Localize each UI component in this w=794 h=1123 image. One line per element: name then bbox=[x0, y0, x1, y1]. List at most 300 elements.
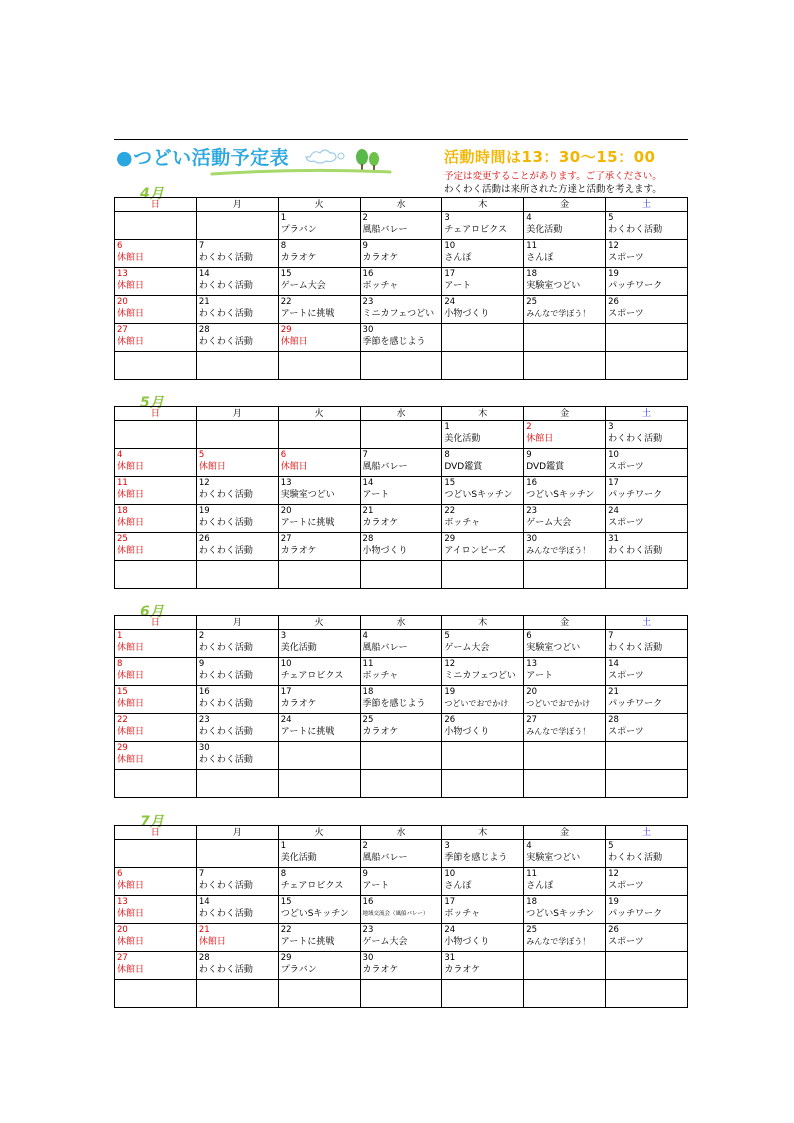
activity-label: パッチワーク bbox=[608, 909, 663, 919]
activity-label: わくわく活動 bbox=[198, 253, 253, 263]
activity-label: カラオケ bbox=[362, 965, 399, 975]
day-number: 25 bbox=[117, 534, 128, 544]
day-cell bbox=[115, 630, 197, 658]
day-cell bbox=[442, 268, 524, 296]
activity-label: カラオケ bbox=[280, 253, 317, 263]
day-cell bbox=[360, 533, 442, 561]
activity-label: パッチワーク bbox=[608, 281, 663, 291]
day-cell bbox=[360, 505, 442, 533]
day-number: 9 bbox=[362, 869, 368, 879]
activity-label: みんなで学ぼう！ bbox=[526, 727, 591, 736]
week-row bbox=[115, 561, 688, 589]
day-cell bbox=[606, 352, 688, 380]
day-cell bbox=[606, 896, 688, 924]
day-number: 3 bbox=[608, 422, 614, 432]
weekday-header: 水 bbox=[360, 826, 442, 840]
day-cell bbox=[278, 561, 360, 589]
day-cell bbox=[196, 742, 278, 770]
day-cell bbox=[360, 980, 442, 1008]
day-number: 13 bbox=[526, 659, 538, 669]
weekday-header: 月 bbox=[196, 826, 278, 840]
day-number: 11 bbox=[526, 869, 538, 879]
day-number: 30 bbox=[362, 325, 374, 335]
day-number: 5 bbox=[608, 841, 614, 851]
weekday-header: 月 bbox=[196, 198, 278, 212]
activity-label: 小物づくり bbox=[444, 937, 490, 947]
day-cell bbox=[278, 742, 360, 770]
day-cell bbox=[524, 533, 606, 561]
day-number: 6 bbox=[280, 450, 287, 460]
weekday-header: 土 bbox=[606, 198, 688, 212]
activity-label: スポーツ bbox=[608, 937, 644, 947]
activity-label: 休館日 bbox=[117, 699, 145, 709]
day-cell bbox=[360, 658, 442, 686]
activity-label: 美化活動 bbox=[280, 853, 317, 863]
day-cell bbox=[196, 630, 278, 658]
day-cell bbox=[115, 896, 197, 924]
day-cell bbox=[606, 742, 688, 770]
activity-label: 休館日 bbox=[526, 434, 554, 444]
day-cell bbox=[442, 924, 524, 952]
day-cell bbox=[196, 240, 278, 268]
day-cell bbox=[278, 658, 360, 686]
day-cell bbox=[524, 714, 606, 742]
day-cell bbox=[196, 952, 278, 980]
week-row bbox=[115, 924, 688, 952]
day-number: 5 bbox=[198, 450, 205, 460]
day-cell bbox=[606, 980, 688, 1008]
day-number: 20 bbox=[526, 687, 538, 697]
week-row bbox=[115, 505, 688, 533]
day-cell bbox=[278, 296, 360, 324]
activity-label: アイロンビーズ bbox=[444, 546, 506, 556]
day-number: 23 bbox=[198, 715, 210, 725]
day-cell bbox=[115, 449, 197, 477]
activity-label: わくわく活動 bbox=[198, 281, 253, 291]
day-cell bbox=[442, 505, 524, 533]
activity-label: プラバン bbox=[280, 965, 317, 975]
activity-label: DVD鑑賞 bbox=[444, 462, 483, 472]
day-number: 1 bbox=[280, 213, 287, 223]
day-number: 16 bbox=[362, 897, 374, 907]
day-cell bbox=[196, 924, 278, 952]
activity-label: スポーツ bbox=[608, 518, 644, 528]
day-number: 30 bbox=[362, 953, 374, 963]
day-number: 18 bbox=[117, 506, 128, 516]
weekday-header: 土 bbox=[606, 407, 688, 421]
day-cell bbox=[360, 924, 442, 952]
day-number: 14 bbox=[198, 269, 210, 279]
weekday-header: 木 bbox=[442, 198, 524, 212]
activity-label: 休館日 bbox=[117, 309, 145, 319]
week-row bbox=[115, 240, 688, 268]
weekday-header: 土 bbox=[606, 826, 688, 840]
activity-label: DVD鑑賞 bbox=[526, 462, 565, 472]
day-cell bbox=[442, 212, 524, 240]
day-cell bbox=[442, 630, 524, 658]
day-cell bbox=[196, 561, 278, 589]
day-cell bbox=[115, 770, 197, 798]
activity-label: 地域交流会（風船バレー） bbox=[362, 911, 429, 917]
day-number: 21 bbox=[198, 297, 210, 307]
month-label: 6月 bbox=[140, 604, 164, 620]
day-cell bbox=[360, 840, 442, 868]
day-number: 24 bbox=[444, 297, 456, 307]
day-cell bbox=[196, 770, 278, 798]
day-number: 20 bbox=[280, 506, 292, 516]
day-cell bbox=[278, 840, 360, 868]
day-cell bbox=[524, 561, 606, 589]
day-number: 24 bbox=[444, 925, 456, 935]
day-number: 8 bbox=[444, 450, 450, 460]
weekday-header: 日 bbox=[115, 826, 197, 840]
day-cell bbox=[360, 868, 442, 896]
weekday-header: 水 bbox=[360, 407, 442, 421]
day-cell bbox=[115, 952, 197, 980]
day-number: 28 bbox=[198, 953, 210, 963]
activity-label: 休館日 bbox=[117, 281, 145, 291]
day-cell bbox=[442, 686, 524, 714]
day-number: 12 bbox=[198, 478, 210, 488]
day-cell bbox=[196, 421, 278, 449]
activity-label: わくわく活動 bbox=[608, 434, 663, 444]
activity-label: 休館日 bbox=[117, 671, 145, 681]
week-row bbox=[115, 630, 688, 658]
activity-label: 小物づくり bbox=[362, 546, 408, 556]
activity-label: 休館日 bbox=[117, 518, 145, 528]
week-row bbox=[115, 686, 688, 714]
day-cell bbox=[524, 352, 606, 380]
day-cell bbox=[442, 449, 524, 477]
day-number: 4 bbox=[117, 450, 123, 460]
day-cell bbox=[606, 630, 688, 658]
day-cell bbox=[115, 980, 197, 1008]
day-cell bbox=[442, 324, 524, 352]
day-cell bbox=[606, 952, 688, 980]
day-cell bbox=[524, 868, 606, 896]
day-number: 9 bbox=[198, 659, 205, 669]
day-cell bbox=[442, 240, 524, 268]
day-number: 4 bbox=[362, 631, 368, 641]
day-cell bbox=[606, 212, 688, 240]
day-cell bbox=[196, 449, 278, 477]
activity-label: 小物づくり bbox=[444, 309, 490, 319]
day-number: 26 bbox=[608, 925, 619, 935]
activity-label: みんなで学ぼう！ bbox=[526, 546, 591, 555]
weekday-header: 金 bbox=[524, 407, 606, 421]
day-number: 17 bbox=[444, 269, 456, 279]
activity-label: アート bbox=[444, 281, 472, 291]
day-number: 3 bbox=[444, 841, 450, 851]
day-number: 26 bbox=[608, 297, 619, 307]
page-title: ●つどい活動予定表 bbox=[116, 147, 290, 169]
activity-label: わくわく活動 bbox=[198, 699, 253, 709]
day-number: 29 bbox=[280, 953, 292, 963]
activity-label: 休館日 bbox=[198, 937, 226, 947]
week-row bbox=[115, 212, 688, 240]
week-row bbox=[115, 658, 688, 686]
activity-label: 風船バレー bbox=[362, 225, 408, 235]
day-cell bbox=[606, 324, 688, 352]
day-cell bbox=[196, 896, 278, 924]
day-cell bbox=[442, 561, 524, 589]
week-row bbox=[115, 477, 688, 505]
activity-label: 実験室つどい bbox=[526, 853, 581, 863]
day-cell bbox=[606, 924, 688, 952]
activity-label: 休館日 bbox=[117, 937, 145, 947]
day-cell bbox=[278, 268, 360, 296]
day-number: 14 bbox=[608, 659, 619, 669]
activity-label: つどいSキッチン bbox=[280, 909, 349, 919]
day-cell bbox=[196, 533, 278, 561]
activity-label: 実験室つどい bbox=[526, 281, 581, 291]
day-number: 6 bbox=[117, 869, 123, 879]
activity-label: ゲーム大会 bbox=[526, 518, 572, 528]
day-cell bbox=[360, 421, 442, 449]
day-cell bbox=[278, 924, 360, 952]
activity-label: スポーツ bbox=[608, 309, 644, 319]
day-cell bbox=[606, 561, 688, 589]
day-cell bbox=[442, 714, 524, 742]
day-number: 29 bbox=[117, 743, 128, 753]
day-number: 24 bbox=[280, 715, 292, 725]
activity-label: ゲーム大会 bbox=[280, 281, 326, 291]
day-cell bbox=[442, 980, 524, 1008]
activity-label: わくわく活動 bbox=[198, 727, 253, 737]
day-number: 18 bbox=[362, 687, 374, 697]
activity-label: アートに挑戦 bbox=[280, 727, 335, 737]
activity-label: 季節を感じよう bbox=[362, 337, 426, 347]
day-number: 20 bbox=[117, 925, 128, 935]
activity-label: カラオケ bbox=[362, 727, 399, 737]
day-cell bbox=[278, 686, 360, 714]
day-cell bbox=[442, 352, 524, 380]
day-number: 29 bbox=[444, 534, 456, 544]
week-row bbox=[115, 770, 688, 798]
day-number: 26 bbox=[198, 534, 210, 544]
day-number: 4 bbox=[526, 841, 532, 851]
day-number: 7 bbox=[608, 631, 614, 641]
day-number: 21 bbox=[608, 687, 619, 697]
day-number: 14 bbox=[362, 478, 374, 488]
activity-label: アートに挑戦 bbox=[280, 309, 335, 319]
day-cell bbox=[606, 477, 688, 505]
day-cell bbox=[196, 658, 278, 686]
day-cell bbox=[115, 533, 197, 561]
activity-label: つどいでおでかけ bbox=[444, 699, 509, 708]
activity-label: カラオケ bbox=[444, 965, 481, 975]
day-cell bbox=[524, 742, 606, 770]
activity-label: カラオケ bbox=[280, 546, 317, 556]
day-cell bbox=[115, 868, 197, 896]
day-cell bbox=[115, 296, 197, 324]
activity-label: 休館日 bbox=[117, 965, 145, 975]
week-row bbox=[115, 324, 688, 352]
activity-label: スポーツ bbox=[608, 462, 644, 472]
day-cell bbox=[606, 868, 688, 896]
day-cell bbox=[524, 296, 606, 324]
day-number: 6 bbox=[117, 241, 123, 251]
weekday-header: 日 bbox=[115, 407, 197, 421]
activity-label: わくわく活動 bbox=[608, 853, 663, 863]
activity-hours: 活動時間は13：30～15：00 bbox=[444, 148, 656, 166]
day-number: 13 bbox=[280, 478, 292, 488]
activity-label: ゲーム大会 bbox=[444, 643, 490, 653]
day-cell bbox=[278, 240, 360, 268]
activity-label: 休館日 bbox=[117, 727, 145, 737]
month-label: 5月 bbox=[140, 395, 164, 411]
day-number: 22 bbox=[280, 297, 292, 307]
day-cell bbox=[278, 770, 360, 798]
day-cell bbox=[606, 714, 688, 742]
month-calendar-table bbox=[114, 197, 688, 380]
day-number: 3 bbox=[444, 213, 450, 223]
day-number: 3 bbox=[280, 631, 287, 641]
day-cell bbox=[360, 212, 442, 240]
day-cell bbox=[196, 268, 278, 296]
day-number: 21 bbox=[362, 506, 374, 516]
day-number: 9 bbox=[362, 241, 368, 251]
month-calendar-table bbox=[114, 406, 688, 589]
activity-label: チェアロビクス bbox=[280, 881, 344, 891]
day-cell bbox=[524, 421, 606, 449]
activity-label: プラバン bbox=[280, 225, 317, 235]
weekday-header: 水 bbox=[360, 198, 442, 212]
weekday-header: 金 bbox=[524, 826, 606, 840]
day-cell bbox=[606, 505, 688, 533]
activity-label: つどいでおでかけ bbox=[526, 699, 591, 708]
activity-label: 休館日 bbox=[117, 643, 145, 653]
activity-label: 実験室つどい bbox=[526, 643, 581, 653]
week-row bbox=[115, 421, 688, 449]
week-row bbox=[115, 533, 688, 561]
day-cell bbox=[115, 268, 197, 296]
day-number: 10 bbox=[444, 869, 456, 879]
day-cell bbox=[196, 714, 278, 742]
day-cell bbox=[360, 742, 442, 770]
day-cell bbox=[606, 268, 688, 296]
day-cell bbox=[442, 296, 524, 324]
plan-notice: わくわく活動は来所された方達と活動を考えます。 bbox=[444, 184, 662, 195]
month-label: 7月 bbox=[140, 814, 164, 830]
day-cell bbox=[524, 686, 606, 714]
day-cell bbox=[278, 212, 360, 240]
day-number: 22 bbox=[117, 715, 128, 725]
day-cell bbox=[115, 477, 197, 505]
day-number: 13 bbox=[117, 269, 128, 279]
day-cell bbox=[524, 980, 606, 1008]
day-cell bbox=[196, 868, 278, 896]
day-cell bbox=[196, 505, 278, 533]
activity-label: 小物づくり bbox=[444, 727, 490, 737]
change-notice: 予定は変更することがあります。ご了承ください。 bbox=[444, 171, 662, 182]
activity-label: 休館日 bbox=[117, 253, 145, 263]
day-cell bbox=[115, 561, 197, 589]
day-number: 10 bbox=[444, 241, 456, 251]
week-row bbox=[115, 868, 688, 896]
day-number: 26 bbox=[444, 715, 456, 725]
activity-label: アート bbox=[362, 490, 390, 500]
day-number: 25 bbox=[526, 297, 538, 307]
day-cell bbox=[360, 686, 442, 714]
day-cell bbox=[442, 477, 524, 505]
day-cell bbox=[442, 658, 524, 686]
day-cell bbox=[115, 352, 197, 380]
day-number: 2 bbox=[362, 213, 368, 223]
day-cell bbox=[196, 296, 278, 324]
day-cell bbox=[196, 212, 278, 240]
activity-label: わくわく活動 bbox=[198, 643, 253, 653]
day-number: 15 bbox=[117, 687, 128, 697]
day-number: 7 bbox=[198, 241, 205, 251]
activity-label: わくわく活動 bbox=[608, 225, 663, 235]
day-number: 15 bbox=[280, 269, 292, 279]
day-cell bbox=[115, 240, 197, 268]
day-cell bbox=[278, 980, 360, 1008]
day-number: 28 bbox=[608, 715, 619, 725]
activity-label: 休館日 bbox=[280, 337, 308, 347]
month-label: 4月 bbox=[140, 186, 164, 202]
day-cell bbox=[360, 268, 442, 296]
weekday-header: 日 bbox=[115, 198, 197, 212]
activity-label: 季節を感じよう bbox=[362, 699, 426, 709]
day-number: 16 bbox=[526, 478, 538, 488]
day-cell bbox=[606, 533, 688, 561]
day-number: 8 bbox=[280, 241, 287, 251]
weekday-header: 火 bbox=[278, 616, 360, 630]
activity-label: 休館日 bbox=[280, 462, 308, 472]
week-row bbox=[115, 742, 688, 770]
day-cell bbox=[442, 952, 524, 980]
day-cell bbox=[606, 421, 688, 449]
weekday-header: 木 bbox=[442, 407, 524, 421]
day-number: 2 bbox=[198, 631, 205, 641]
activity-label: さんぽ bbox=[526, 881, 554, 891]
month-calendar-table bbox=[114, 615, 688, 798]
activity-label: 実験室つどい bbox=[280, 490, 335, 500]
activity-label: スポーツ bbox=[608, 881, 644, 891]
weekday-header: 金 bbox=[524, 198, 606, 212]
day-cell bbox=[524, 924, 606, 952]
day-cell bbox=[524, 952, 606, 980]
activity-label: ミニカフェつどい bbox=[444, 671, 516, 681]
activity-label: アート bbox=[362, 881, 390, 891]
activity-label: アートに挑戦 bbox=[280, 937, 335, 947]
activity-label: 休館日 bbox=[117, 490, 145, 500]
day-number: 5 bbox=[444, 631, 450, 641]
day-number: 20 bbox=[117, 297, 128, 307]
day-cell bbox=[524, 505, 606, 533]
day-number: 17 bbox=[608, 478, 619, 488]
day-number: 15 bbox=[444, 478, 456, 488]
activity-label: わくわく活動 bbox=[198, 671, 253, 681]
activity-label: わくわく活動 bbox=[198, 309, 253, 319]
day-cell bbox=[606, 240, 688, 268]
day-cell bbox=[360, 952, 442, 980]
activity-label: 風船バレー bbox=[362, 853, 408, 863]
day-cell bbox=[606, 686, 688, 714]
activity-label: 休館日 bbox=[117, 909, 145, 919]
day-number: 27 bbox=[526, 715, 538, 725]
day-cell bbox=[278, 896, 360, 924]
activity-label: 美化活動 bbox=[444, 434, 481, 444]
weekday-header: 水 bbox=[360, 616, 442, 630]
day-cell bbox=[196, 686, 278, 714]
day-cell bbox=[278, 421, 360, 449]
day-cell bbox=[524, 477, 606, 505]
activity-label: パッチワーク bbox=[608, 490, 663, 500]
day-number: 23 bbox=[362, 925, 374, 935]
